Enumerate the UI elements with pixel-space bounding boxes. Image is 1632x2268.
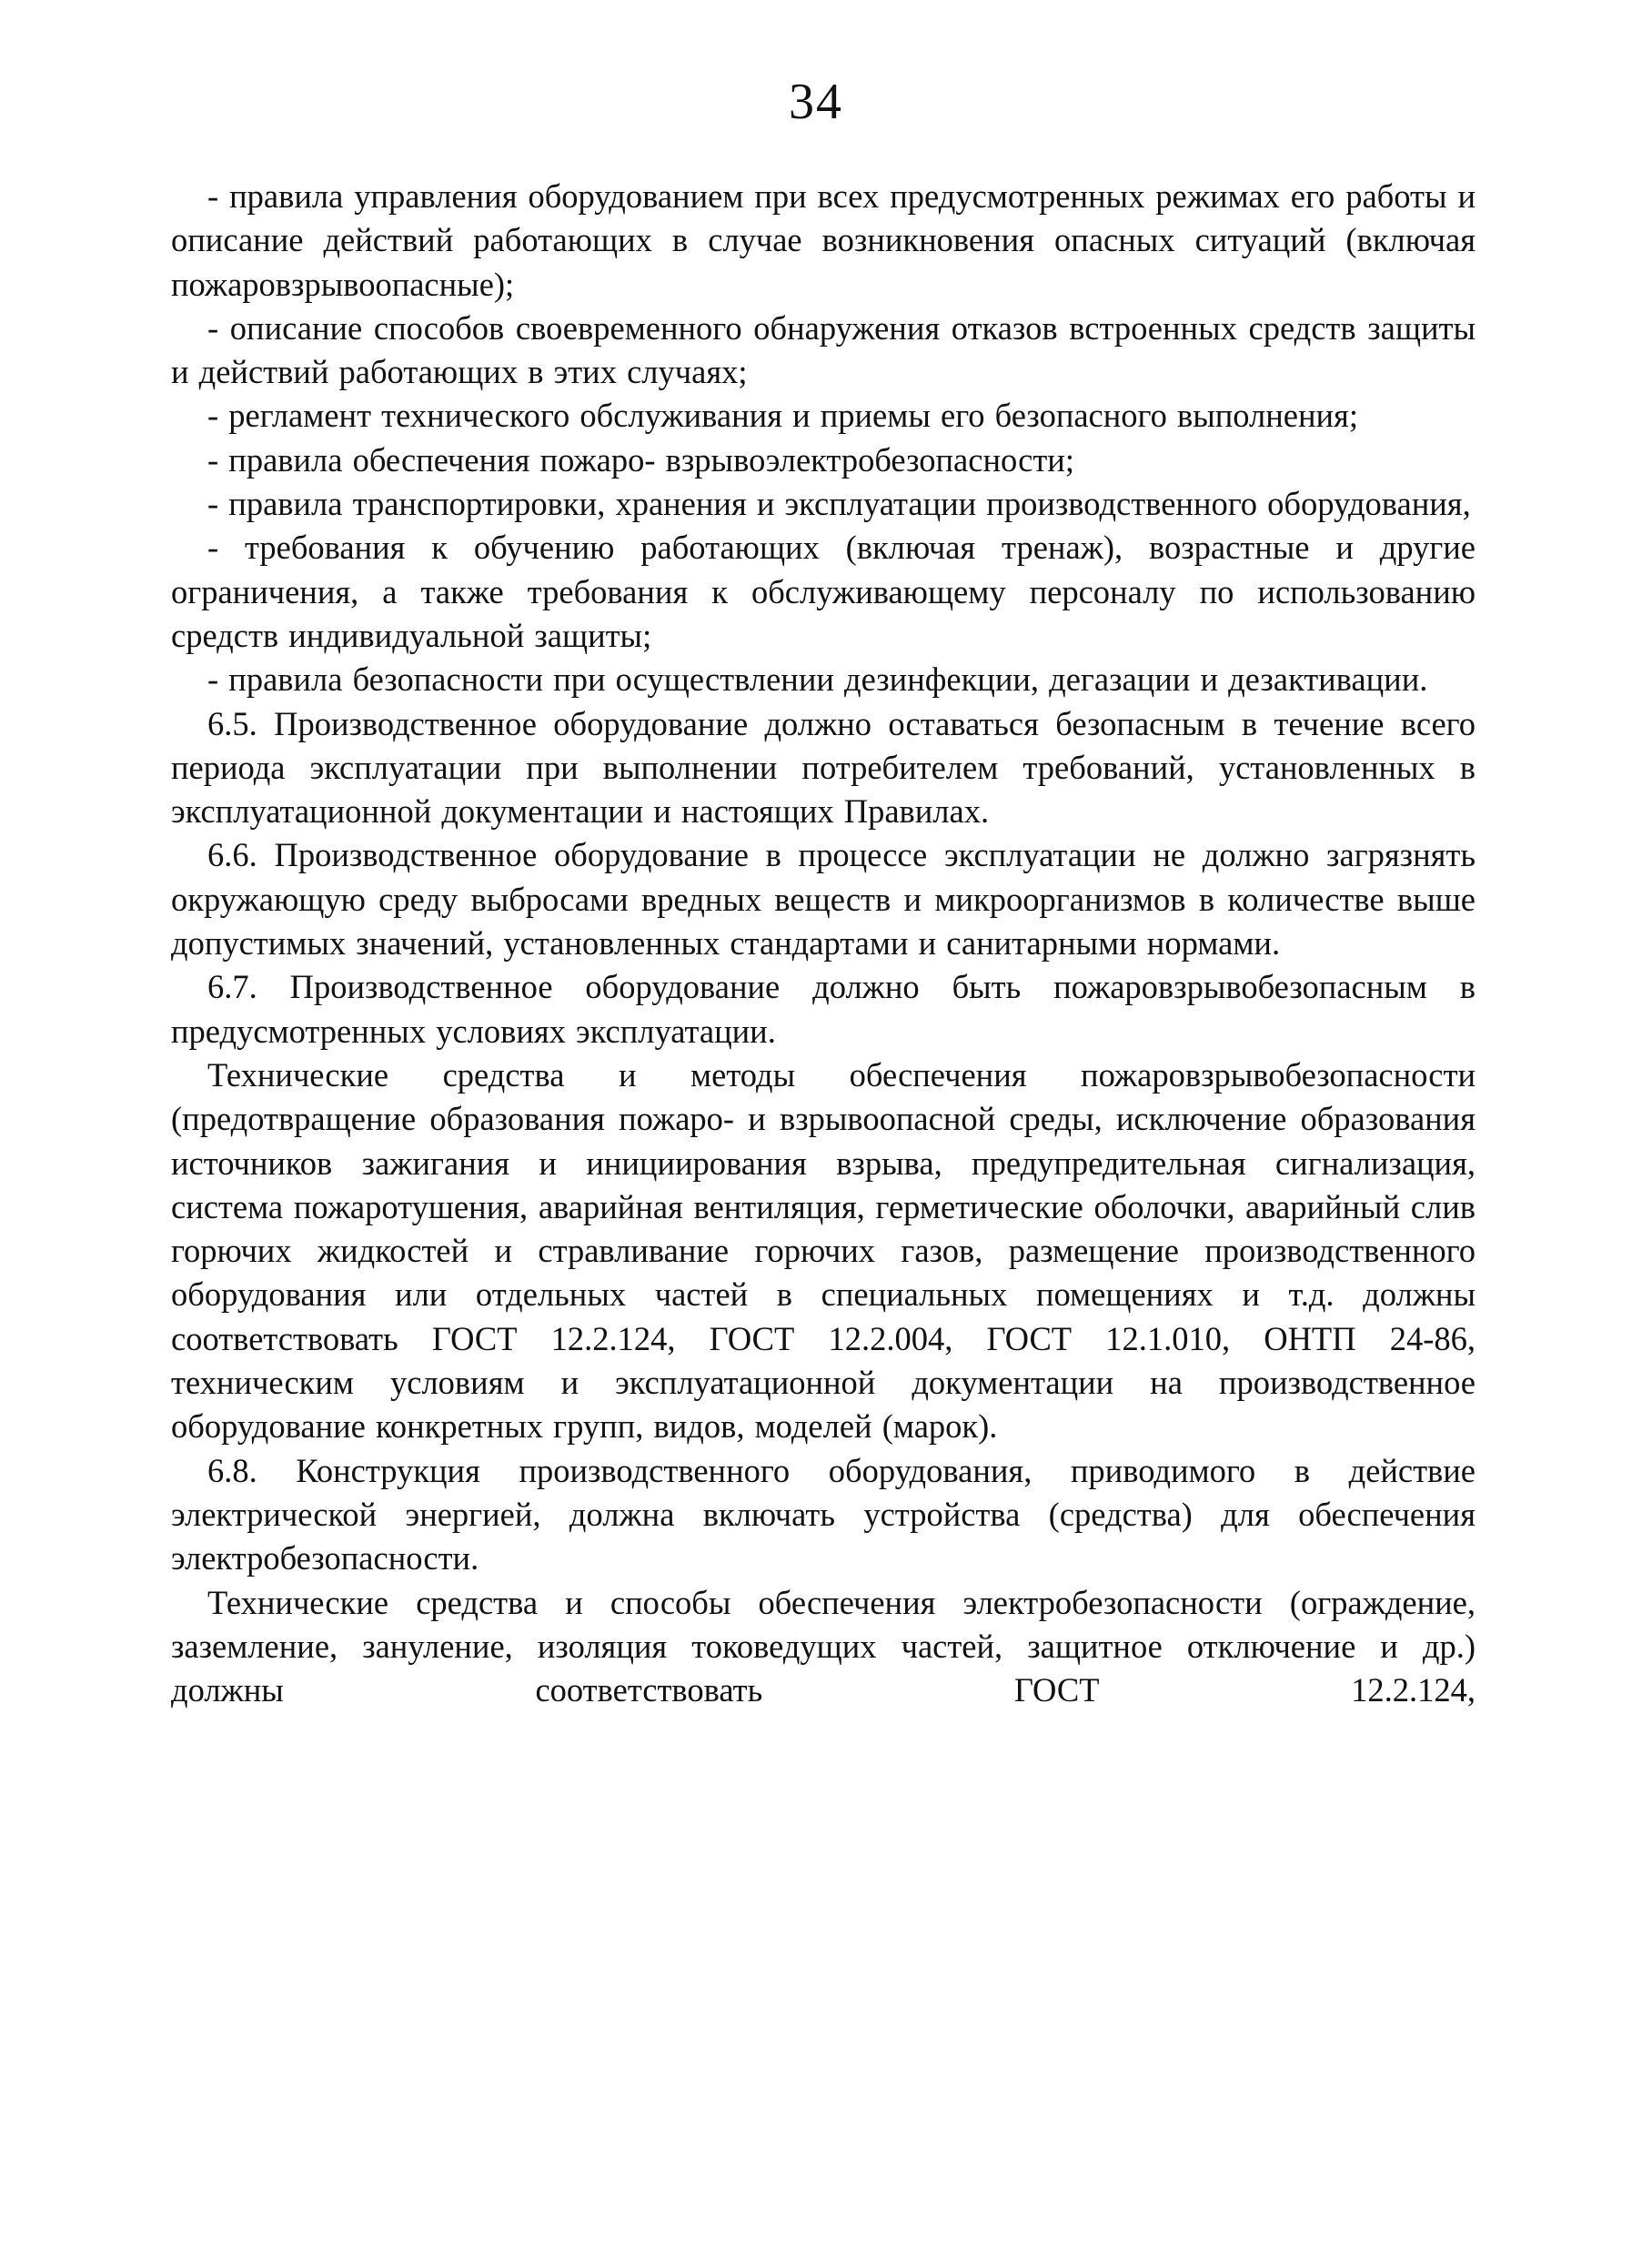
list-item-training-requirements: - требования к обучению работающих (включая тренаж), возрастные и другие ограничения, а также требования к обслуживающему персоналу по использованию средств индивидуальной защиты; (171, 529, 1476, 654)
list-item-failure-detection: - описание способов своевременного обнаружения отказов встроенных средств защиты и действий работающих в этих случаях; (171, 308, 1476, 391)
list-item-transport-rules: - правила транспортировки, хранения и эксплуатации производственного оборудования, (207, 485, 1471, 523)
page-number: 34 (789, 74, 843, 130)
list-item-maintenance-regulation: - регламент технического обслуживания и приемы его безопасного выполнения; (207, 397, 1358, 435)
clause-6-5: 6.5. Производственное оборудование должно оставаться безопасным в течение всего периода эксплуатации при выполнении потребителем требований, установленных в эксплуатационной документации и настоящих Правилах. (171, 704, 1476, 831)
clause-6-6: 6.6. Производственное оборудование в процессе эксплуатации не должно загрязнять окружающую среду выбросами вредных веществ и микроорганизмов в количестве выше допустимых значений, установленных стандартами и санитарными нормами. (171, 836, 1476, 963)
clause-6-7: 6.7. Производственное оборудование должно быть пожаровзрывобезопасным в предусмотренных условиях эксплуатации. (171, 968, 1476, 1050)
clause-6-8-technical-means: Технические средства и способы обеспечения электробезопасности (ограждение, заземление, зануление, изоляция токоведущих частей, защитное отключение и др.) должны соответствовать ГОСТ 12.2.124, (171, 1583, 1476, 1709)
clause-6-8: 6.8. Конструкция производственного оборудования, приводимого в действие электрической энергией, должна включать устройства (средства) для обеспечения электробезопасности. (171, 1451, 1476, 1578)
list-item-safety-rules: - правила обеспечения пожаро- взрывоэлектробезопасности; (207, 440, 1074, 479)
list-item-disinfection-rules: - правила безопасности при осуществлении дезинфекции, дегазации и дезактивации. (207, 660, 1428, 699)
document-body (171, 175, 1476, 1712)
clause-6-7-technical-means: Технические средства и методы обеспечения пожаровзрывобезопасности (предотвращение образования пожаро- и взрывоопасной среды, исключение образования источников зажигания и инициирования взрыва, предупредительная сигнализация, система пожаротушения, аварийная вентиляция, герметические оболочки, аварийный слив горючих жидкостей и стравливание горючих газов, размещение производственного оборудования или отдельных частей в специальных помещениях и т.д. должны соответствовать ГОСТ 12.2.124, ГОСТ 12.2.004, ГОСТ 12.1.010, ОНТП 24-86, техническим условиям и эксплуатационной документации на производственное оборудование конкретных групп, видов, моделей (марок). (171, 1055, 1476, 1446)
list-item-management-rules: - правила управления оборудованием при всех предусмотренных режимах его работы и описание действий работающих в случае возникновения опасных ситуаций (включая пожаровзрывоопасные); (171, 177, 1476, 303)
